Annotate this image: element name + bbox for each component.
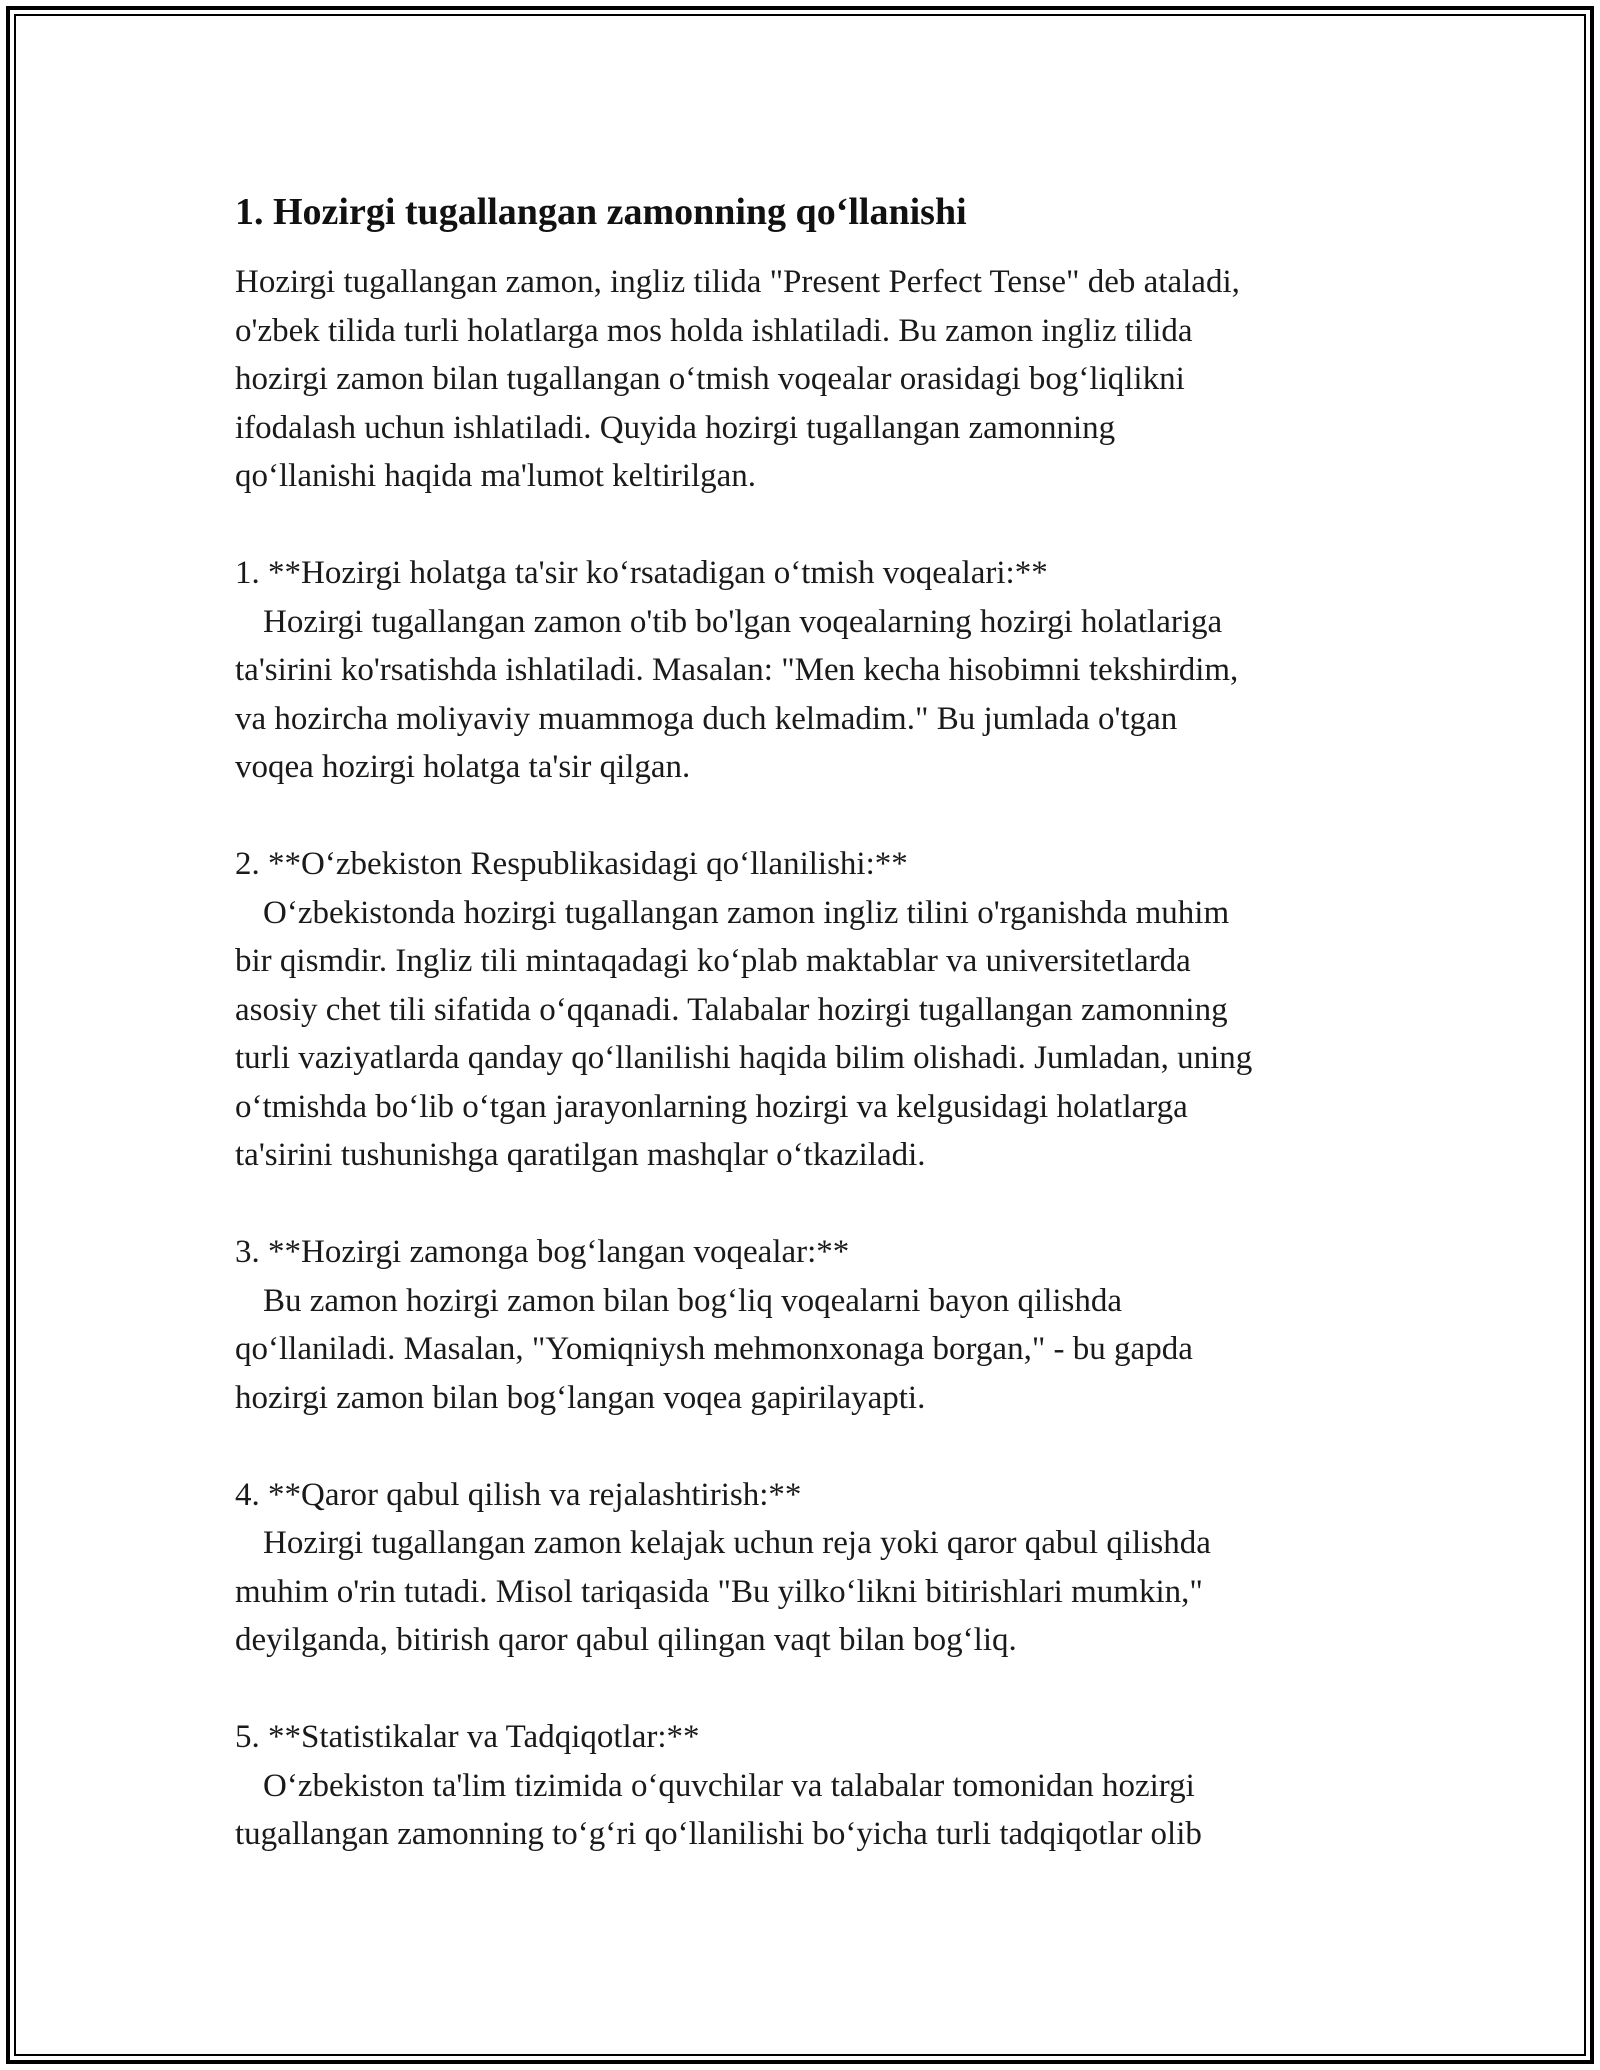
body-line: muhim o'rin tutadi. Misol tariqasida "Bu yilko‘likni bitirishlari mumkin,": [235, 1573, 1203, 1610]
list-item-1: [235, 549, 1395, 792]
intro-line: ifodalash uchun ishlatiladi. Quyida hozirgi tugallangan zamonning: [235, 409, 1116, 446]
list-item-body: [235, 1762, 1395, 1859]
list-item-title: 3. **Hozirgi zamonga bog‘langan voqealar:**: [235, 1234, 850, 1270]
body-line: ta'sirini ko'rsatishda ishlatiladi. Masalan: "Men kecha hisobimni tekshirdim,: [235, 652, 1239, 688]
body-line: Hozirgi tugallangan zamon kelajak uchun reja yoki qaror qabul qilishda: [263, 1525, 1211, 1561]
body-line: deyilganda, bitirish qaror qabul qilingan vaqt bilan bog‘liq.: [235, 1622, 1017, 1658]
body-line: hozirgi zamon bilan bog‘langan voqea gapirilayapti.: [235, 1379, 926, 1416]
list-item-title: 1. **Hozirgi holatga ta'sir ko‘rsatadigan o‘tmish voqealari:**: [235, 555, 1048, 591]
body-line: tugallangan zamonning to‘g‘ri qo‘llanilishi bo‘yicha turli tadqiqotlar olib: [235, 1816, 1202, 1852]
list-item-4: [235, 1471, 1395, 1665]
body-line: asosiy chet tili sifatida o‘qqanadi. Talabalar hozirgi tugallangan zamonning: [235, 991, 1228, 1028]
list-item-title: 4. **Qaror qabul qilish va rejalashtirish:**: [235, 1476, 802, 1513]
body-line: bir qismdir. Ingliz tili mintaqadagi ko‘plab maktablar va universitetlarda: [235, 943, 1191, 979]
list-item-body: [235, 889, 1395, 1180]
intro-line: qo‘llanishi haqida ma'lumot keltirilgan.: [235, 458, 757, 494]
body-line: qo‘llaniladi. Masalan, "Yomiqniysh mehmonxonaga borgan," - bu gapda: [235, 1331, 1193, 1367]
intro-line: hozirgi zamon bilan tugallangan o‘tmish voqealar orasidagi bog‘liqlikni: [235, 361, 1185, 397]
body-line: Hozirgi tugallangan zamon o'tib bo'lgan voqealarning hozirgi holatlariga: [263, 603, 1223, 640]
body-line: Bu zamon hozirgi zamon bilan bog‘liq voqealarni bayon qilishda: [263, 1282, 1123, 1319]
list-item-2: [235, 840, 1395, 1180]
intro-paragraph: [235, 258, 1395, 501]
body-line: voqea hozirgi holatga ta'sir qilgan.: [235, 749, 691, 785]
body-line: O‘zbekistonda hozirgi tugallangan zamon ingliz tilini o'rganishda muhim: [263, 894, 1230, 931]
document-body: [235, 186, 1395, 1859]
body-line: o‘tmishda bo‘lib o‘tgan jarayonlarning hozirgi va kelgusidagi holatlarga: [235, 1088, 1188, 1125]
list-item-body: [235, 598, 1395, 792]
list-item-body: [235, 1519, 1395, 1665]
section-heading: 1. Hozirgi tugallangan zamonning qo‘llanishi: [235, 191, 967, 233]
list-item-title: 5. **Statistikalar va Tadqiqotlar:**: [235, 1719, 700, 1755]
list-item-body: [235, 1277, 1395, 1423]
body-line: ta'sirini tushunishga qaratilgan mashqlar o‘tkaziladi.: [235, 1137, 926, 1173]
list-item-title: 2. **O‘zbekiston Respublikasidagi qo‘llanilishi:**: [235, 846, 908, 882]
body-line: va hozircha moliyaviy muammoga duch kelmadim." Bu jumlada o'tgan: [235, 700, 1178, 737]
intro-line: Hozirgi tugallangan zamon, ingliz tilida "Present Perfect Tense" deb ataladi,: [235, 264, 1240, 300]
list-item-5: [235, 1713, 1395, 1859]
body-line: turli vaziyatlarda qanday qo‘llanilishi haqida bilim olishadi. Jumladan, uning: [235, 1040, 1253, 1076]
body-line: O‘zbekiston ta'lim tizimida o‘quvchilar va talabalar tomonidan hozirgi: [263, 1767, 1195, 1804]
intro-line: o'zbek tilida turli holatlarga mos holda ishlatiladi. Bu zamon ingliz tilida: [235, 312, 1193, 349]
list-item-3: [235, 1228, 1395, 1422]
